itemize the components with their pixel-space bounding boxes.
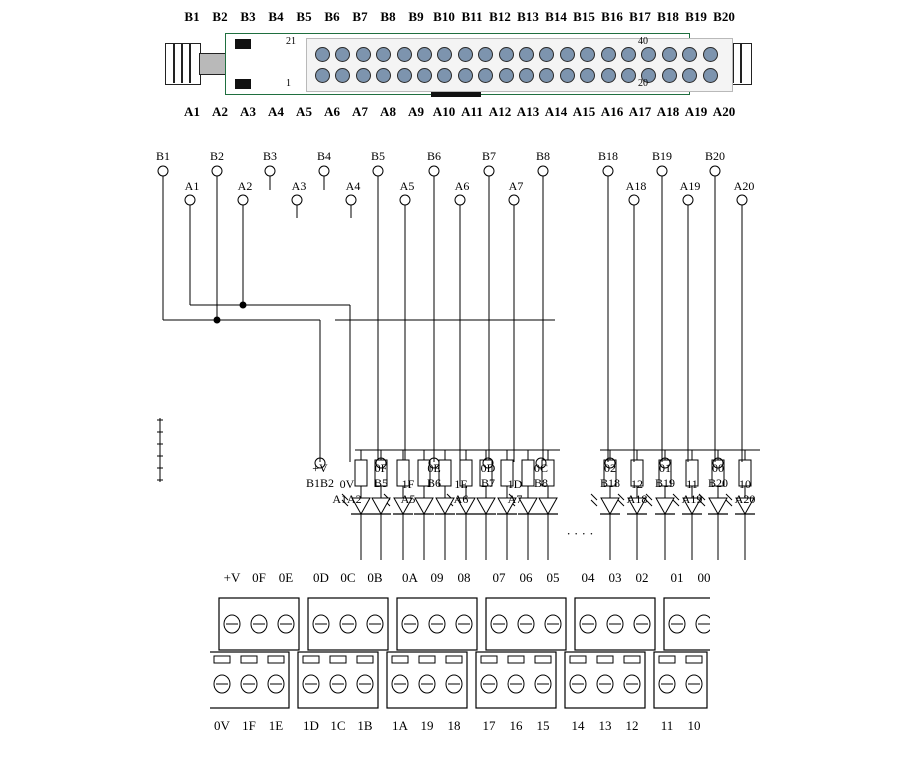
connector-pin	[580, 47, 595, 62]
ear-line	[740, 43, 742, 83]
tb-bottom-label-13: 13	[598, 718, 612, 733]
terminal-circle	[429, 166, 439, 176]
code-00: 00	[712, 461, 724, 475]
tb-bottom-label-0v: 0V	[214, 718, 230, 733]
connector-bottom-label-a2: A2	[212, 104, 228, 119]
tb-top-label-0a: 0A	[402, 570, 418, 585]
code-1d: 1D	[507, 477, 523, 491]
connector-top-label-b20: B20	[713, 9, 735, 24]
terminal-label-a18: A18	[625, 179, 647, 193]
terminal-label-b18: B18	[597, 149, 619, 163]
tb-bottom-label-11: 11	[660, 718, 674, 733]
connector-pin	[580, 68, 595, 83]
code-01: 01	[659, 461, 671, 475]
led-triangle	[539, 498, 557, 514]
connector-top-label-b4: B4	[268, 9, 284, 24]
connector-top-label-b1: B1	[184, 9, 200, 24]
terminal-housing	[597, 656, 613, 663]
tb-bottom-label-19: 19	[420, 718, 434, 733]
connector-top-label-b6: B6	[324, 9, 340, 24]
connector-pin	[703, 68, 718, 83]
connector-bottom-label-a7: A7	[352, 104, 368, 119]
tb-bottom-label-1d: 1D	[303, 718, 319, 733]
tb-bottom-label-1b: 1B	[357, 718, 373, 733]
connector-bottom-label-a18: A18	[656, 104, 680, 119]
connector-bottom-label-a19: A19	[684, 104, 708, 119]
terminal-circle	[319, 166, 329, 176]
terminal-label-a5: A5	[399, 179, 415, 193]
connector-bottom-label-a20: A20	[712, 104, 736, 119]
tb-top-label-03: 03	[608, 570, 622, 585]
connector-top-label-b18: B18	[657, 9, 679, 24]
code-11: 11	[686, 477, 698, 491]
terminal-housing	[535, 656, 551, 663]
terminal-label-b20: B20	[704, 149, 726, 163]
terminal-housing	[686, 656, 702, 663]
connector-pin	[315, 47, 330, 62]
terminal-housing	[624, 656, 640, 663]
connector-bottom-label-a13: A13	[516, 104, 540, 119]
junction-dot	[214, 317, 220, 323]
connector-bottom-label-a14: A14	[544, 104, 568, 119]
terminal-label-a3: A3	[291, 179, 307, 193]
terminal-circle	[158, 166, 168, 176]
connector-bottom-label-a8: A8	[380, 104, 396, 119]
led-triangle	[601, 498, 619, 514]
connector-top-label-b10: B10	[433, 9, 455, 24]
tb-bottom-label-17: 17	[482, 718, 496, 733]
connector-pin	[682, 47, 697, 62]
terminal-housing	[214, 656, 230, 663]
tb-bottom-label-1a: 1A	[392, 718, 408, 733]
pin-number-1: 1	[286, 78, 291, 89]
pin-number-21: 21	[286, 36, 296, 47]
resistor	[355, 460, 367, 486]
connector-pin	[641, 47, 656, 62]
terminal-circle	[373, 166, 383, 176]
junction-dot	[240, 302, 246, 308]
terminal-housing	[392, 656, 408, 663]
schematic-svg	[0, 130, 917, 560]
tb-top-label-0c: 0C	[340, 570, 356, 585]
terminal-circle	[212, 166, 222, 176]
led-triangle	[477, 498, 495, 514]
connector-bottom-label-row	[178, 104, 738, 122]
connector-body	[225, 33, 690, 95]
terminal-circle	[346, 195, 356, 205]
terminal-circle	[265, 166, 275, 176]
connector-pin-field	[306, 38, 733, 92]
terminal-circle	[400, 195, 410, 205]
terminal-circle	[603, 166, 613, 176]
connector-pin	[621, 47, 636, 62]
connector-pin	[682, 68, 697, 83]
pins-a5: A5	[400, 492, 416, 506]
connector-pin	[621, 68, 636, 83]
connector-top-label-b17: B17	[629, 9, 651, 24]
led-triangle	[709, 498, 727, 514]
terminal-circle	[683, 195, 693, 205]
connector-top-label-b8: B8	[380, 9, 396, 24]
terminal-housing	[357, 656, 373, 663]
pins-b6: B6	[426, 476, 442, 490]
terminal-housing	[570, 656, 586, 663]
pins-a7: A7	[507, 492, 523, 506]
tb-top-label-06: 06	[519, 570, 533, 585]
tb-top-label-08: 08	[457, 570, 471, 585]
connector-bottom-label-a17: A17	[628, 104, 652, 119]
code-10: 10	[739, 477, 751, 491]
tb-top-label-00: 00	[697, 570, 710, 585]
led-triangle	[656, 498, 674, 514]
terminal-housing	[303, 656, 319, 663]
led-triangle	[436, 498, 454, 514]
tb-top-label-0d: 0D	[313, 570, 329, 585]
connector-bottom-label-a9: A9	[408, 104, 424, 119]
code-0c: 0C	[533, 461, 549, 475]
led-triangle	[415, 498, 433, 514]
connector-top-label-b9: B9	[408, 9, 424, 24]
tb-top-label-02: 02	[635, 570, 649, 585]
terminal-circle	[629, 195, 639, 205]
terminal-label-a19: A19	[679, 179, 701, 193]
terminal-circle	[657, 166, 667, 176]
terminal-circle	[292, 195, 302, 205]
terminal-housing	[659, 656, 675, 663]
terminal-label-a20: A20	[733, 179, 755, 193]
code-0f: 0F	[374, 461, 388, 475]
connector-pin	[458, 68, 473, 83]
connector-top-label-b3: B3	[240, 9, 256, 24]
pins-a19: A19	[681, 492, 703, 506]
tb-top-label-01: 01	[670, 570, 684, 585]
connector-pin	[601, 68, 616, 83]
pin-number-20: 20	[638, 78, 648, 89]
terminal-housing	[241, 656, 257, 663]
pins-b5: B5	[373, 476, 389, 490]
tb-top-label-07: 07	[492, 570, 506, 585]
connector-bottom-label-a1: A1	[184, 104, 200, 119]
pins-b20: B20	[707, 476, 729, 490]
connector-pin	[662, 68, 677, 83]
tb-bottom-label-1f: 1F	[242, 718, 256, 733]
terminal-circle	[737, 195, 747, 205]
terminal-label-b19: B19	[651, 149, 673, 163]
connector-top-label-b7: B7	[352, 9, 368, 24]
ellipsis: · · · ·	[566, 526, 594, 541]
resistor	[522, 460, 534, 486]
connector-pin	[437, 47, 452, 62]
connector-pin	[478, 68, 493, 83]
schematic-wire	[591, 500, 597, 506]
schematic-wire	[673, 500, 679, 506]
connector-pin	[560, 47, 575, 62]
connector-pin	[539, 47, 554, 62]
terminal-label-b7: B7	[481, 149, 497, 163]
connector-pin	[601, 47, 616, 62]
terminal-circle	[509, 195, 519, 205]
pins-b7: B7	[480, 476, 496, 490]
terminal-label-b8: B8	[535, 149, 551, 163]
ear-line	[173, 43, 175, 83]
terminal-label-b5: B5	[370, 149, 386, 163]
terminal-label-a7: A7	[508, 179, 524, 193]
tb-bottom-label-15: 15	[536, 718, 550, 733]
tb-bottom-label-14: 14	[571, 718, 585, 733]
connector-bottom-label-a6: A6	[324, 104, 340, 119]
tb-bottom-label-12: 12	[625, 718, 639, 733]
code-0d: 0D	[480, 461, 496, 475]
pins-a1a2: A1A2	[332, 492, 362, 506]
connector-top-label-b19: B19	[685, 9, 707, 24]
connector-left-ear	[165, 43, 201, 85]
connector-pin	[560, 68, 575, 83]
pins-b18: B18	[599, 476, 621, 490]
connector-pin	[376, 68, 391, 83]
terminal-label-b1: B1	[155, 149, 171, 163]
connector-key	[431, 92, 481, 97]
connector-bottom-label-a10: A10	[432, 104, 456, 119]
schematic-wire	[726, 500, 732, 506]
code-+v: +V	[312, 461, 328, 475]
code-02: 02	[604, 461, 616, 475]
pins-b19: B19	[654, 476, 676, 490]
connector-pin	[417, 68, 432, 83]
connector-pin	[499, 68, 514, 83]
pins-b8: B8	[533, 476, 549, 490]
ear-line	[189, 43, 191, 83]
code-1e: 1E	[454, 477, 468, 491]
terminal-housing	[419, 656, 435, 663]
connector-pin	[376, 47, 391, 62]
tb-top-label-+v: +V	[223, 570, 241, 585]
connector-pin	[397, 47, 412, 62]
pins-b1b2: B1B2	[305, 476, 335, 490]
latch-block-bottom-left	[235, 79, 251, 89]
tb-top-label-0e: 0E	[278, 570, 294, 585]
connector-bottom-label-a12: A12	[488, 104, 512, 119]
terminal-circle	[238, 195, 248, 205]
connector-left-shaft	[199, 53, 227, 75]
connector-top-label-b15: B15	[573, 9, 595, 24]
pins-a6: A6	[453, 492, 469, 506]
tb-top-label-04: 04	[581, 570, 595, 585]
terminal-housing	[508, 656, 524, 663]
connector-pin	[417, 47, 432, 62]
pin-number-40: 40	[638, 36, 648, 47]
connector-top-label-row	[178, 9, 738, 27]
code-12: 12	[631, 477, 643, 491]
terminal-label-b4: B4	[316, 149, 332, 163]
tb-bottom-label-10: 10	[687, 718, 701, 733]
connector-pin	[335, 47, 350, 62]
connector-pin	[499, 47, 514, 62]
connector-top-label-b12: B12	[489, 9, 511, 24]
led-triangle	[372, 498, 390, 514]
connector-graphic	[165, 33, 750, 93]
connector-pin	[703, 47, 718, 62]
tb-bottom-label-18: 18	[447, 718, 461, 733]
connector-pin	[478, 47, 493, 62]
connector-pin	[437, 68, 452, 83]
tb-bottom-label-1c: 1C	[330, 718, 346, 733]
schematic-wire	[618, 500, 624, 506]
connector-bottom-label-a15: A15	[572, 104, 596, 119]
connector-pin	[539, 68, 554, 83]
connector-top-label-b14: B14	[545, 9, 567, 24]
tb-top-label-0f: 0F	[252, 570, 266, 585]
terminal-label-a2: A2	[237, 179, 253, 193]
connector-bottom-label-a3: A3	[240, 104, 256, 119]
terminal-housing	[446, 656, 462, 663]
terminal-label-b2: B2	[209, 149, 225, 163]
tb-bottom-label-1e: 1E	[268, 718, 284, 733]
terminal-label-b3: B3	[262, 149, 278, 163]
connector-pin	[458, 47, 473, 62]
terminal-housing	[481, 656, 497, 663]
connector-top-label-b11: B11	[461, 9, 483, 24]
connector-pin	[356, 47, 371, 62]
connector-bottom-label-a4: A4	[268, 104, 284, 119]
ear-line	[181, 43, 183, 83]
terminal-circle	[710, 166, 720, 176]
terminal-block-svg	[210, 560, 710, 750]
terminal-label-a6: A6	[454, 179, 470, 193]
connector-bottom-label-a5: A5	[296, 104, 312, 119]
connector-pin	[335, 68, 350, 83]
terminal-circle	[538, 166, 548, 176]
connector-bottom-label-a16: A16	[600, 104, 624, 119]
tb-top-label-09: 09	[430, 570, 444, 585]
terminal-label-b6: B6	[426, 149, 442, 163]
connector-top-label-b2: B2	[212, 9, 228, 24]
connector-pin	[315, 68, 330, 83]
connector-bottom-label-a11: A11	[461, 104, 483, 119]
terminal-circle	[484, 166, 494, 176]
terminal-label-a1: A1	[184, 179, 200, 193]
connector-pin	[397, 68, 412, 83]
terminal-housing	[330, 656, 346, 663]
connector-pin	[519, 47, 534, 62]
tb-top-label-05: 05	[546, 570, 560, 585]
terminal-circle	[455, 195, 465, 205]
pins-a18: A18	[626, 492, 648, 506]
tb-top-label-0b: 0B	[367, 570, 383, 585]
code-1f: 1F	[401, 477, 415, 491]
connector-pin	[519, 68, 534, 83]
latch-block-top-left	[235, 39, 251, 49]
terminal-label-a4: A4	[345, 179, 361, 193]
connector-top-label-b16: B16	[601, 9, 623, 24]
connector-pin	[356, 68, 371, 83]
connector-top-label-b5: B5	[296, 9, 312, 24]
terminal-housing	[268, 656, 284, 663]
terminal-circle	[185, 195, 195, 205]
code-0v: 0V	[339, 477, 355, 491]
pins-a20: A20	[734, 492, 756, 506]
schematic-wire	[591, 494, 597, 500]
code-0e: 0E	[427, 461, 441, 475]
tb-bottom-label-16: 16	[509, 718, 523, 733]
connector-top-label-b13: B13	[517, 9, 539, 24]
connector-pin	[662, 47, 677, 62]
